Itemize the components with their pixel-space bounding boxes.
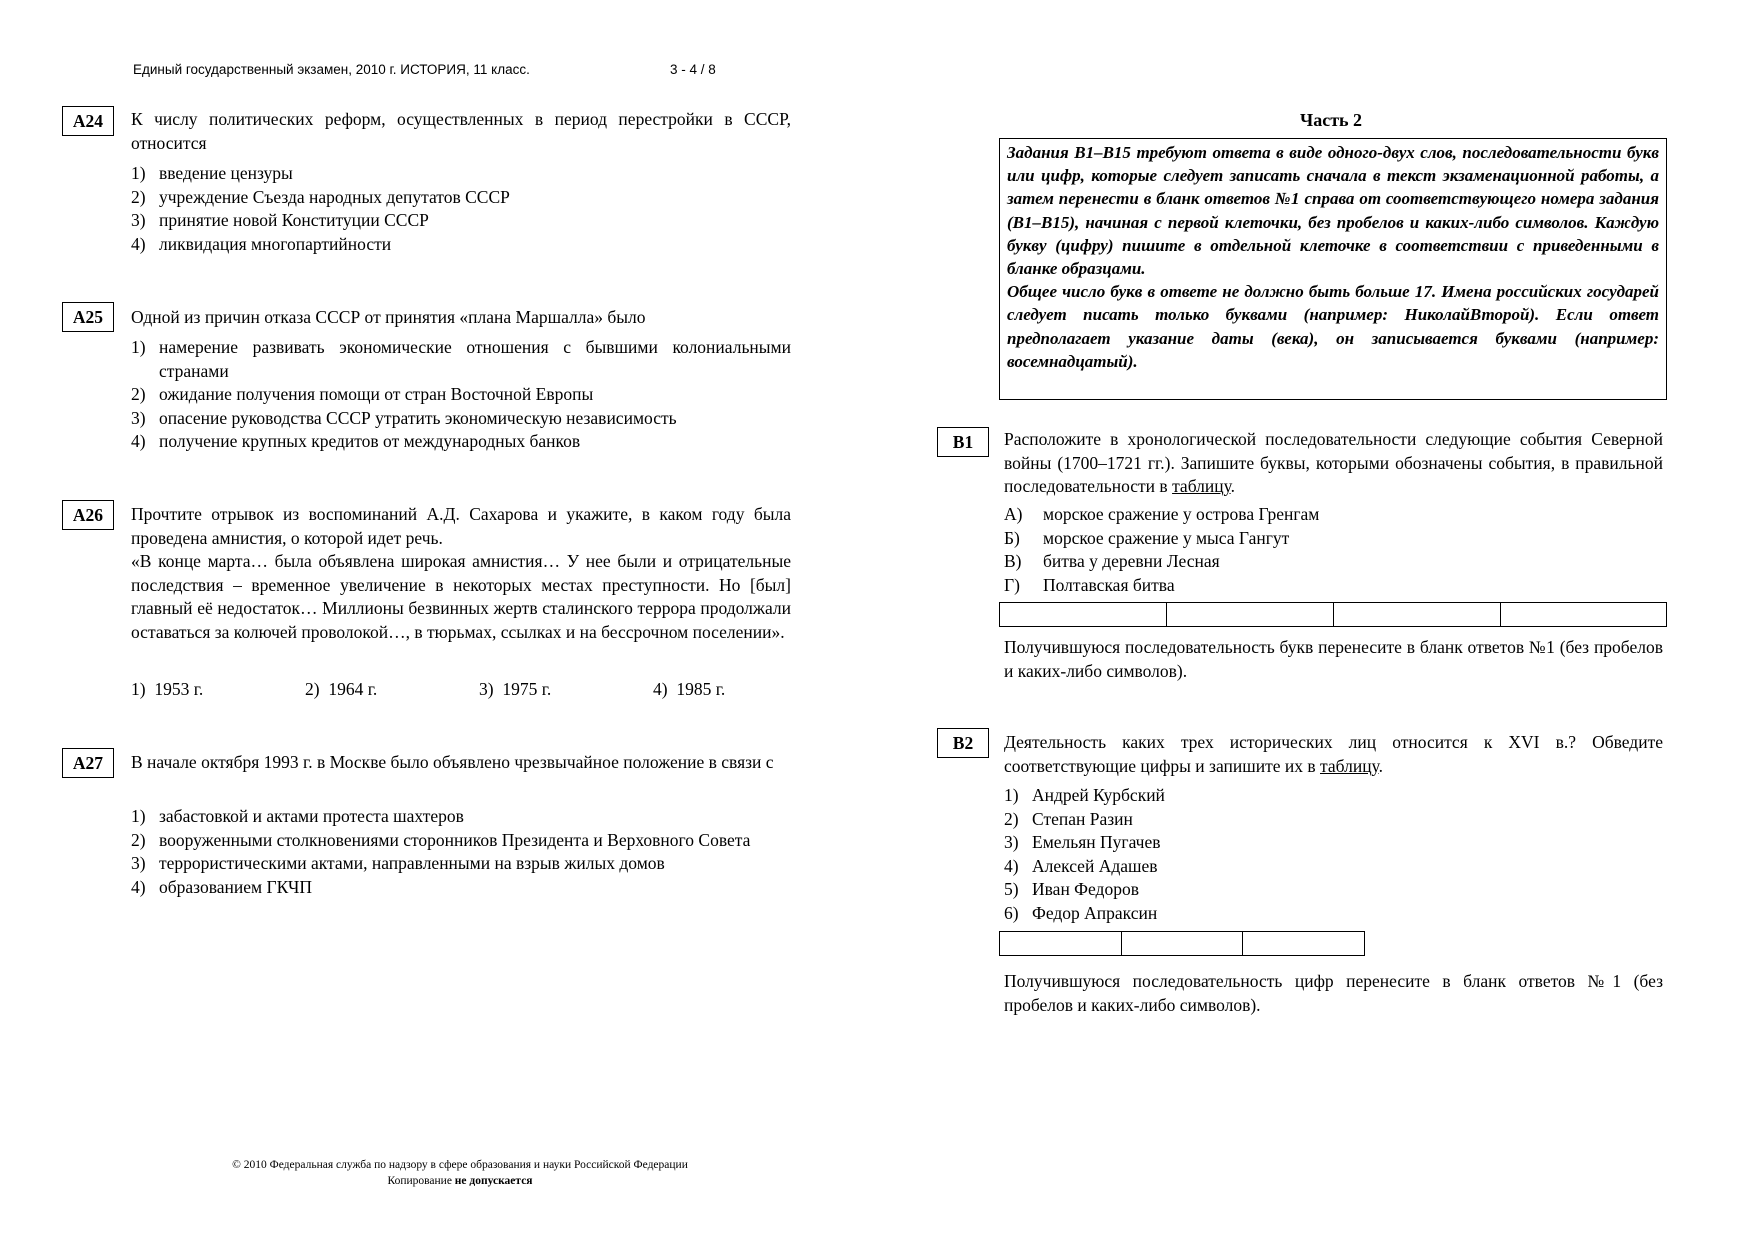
option: А) морское сражение у острова Гренгам [1004, 504, 1320, 524]
option: 3) опасение руководства СССР утратить экономическую независимость [131, 407, 677, 428]
copyright-footer [195, 1157, 725, 1189]
option: 2) 1964 г. [305, 679, 378, 699]
option: 1) Андрей Курбский [1004, 785, 1165, 805]
instructions-paragraph: Общее число букв в ответе не должно быть больше 17. Имена российских государей следует писать только буквами (например: НиколайВторой). Если ответ предполагает указание даты (века), он записывается буквами (например: восемнадцатый). [1007, 282, 1659, 371]
task-label-a27: А27 [62, 748, 114, 778]
option: 6) Федор Апраксин [1004, 902, 1158, 923]
option: В) битва у деревни Лесная [1004, 551, 1220, 571]
task-a26-quote: «В конце марта… была объявлена широкая амнистия… У нее были и отрицательные последствия – временное увеличение в некоторых местах преступности. Но [был] главный её недостаток… Миллионы безвинных жертв сталинского террора продолжали оставаться за колючей проволокой…, в тюрьмах, ссылках и на бессрочном поселении». [131, 551, 791, 642]
answer-cell[interactable] [1000, 932, 1122, 955]
table-link: таблицу [1172, 476, 1231, 496]
page-header [133, 62, 716, 77]
option: 3) принятие новой Конституции СССР [131, 210, 429, 230]
task-b2-question: Деятельность каких трех исторических лиц относится к XVI в.? Обведите соответствующие цифры и запишите их в таблицу. [1004, 732, 1663, 776]
task-a26-question: Прочтите отрывок из воспоминаний А.Д. Сахарова и укажите, в каком году была проведена амнистия, о которой идет речь. [131, 504, 791, 548]
option: 1) введение цензуры [131, 163, 293, 183]
task-a26-options [131, 679, 827, 700]
option: 4) получение крупных кредитов от международных банков [131, 431, 581, 451]
option: 2) вооруженными столкновениями сторонников Президента и Верховного Совета [131, 829, 751, 850]
option: 2) Степан Разин [1004, 808, 1133, 829]
part-title: Часть 2 [1300, 110, 1363, 130]
task-b1-options [1004, 503, 1663, 597]
option: 4) образованием ГКЧП [131, 876, 313, 897]
task-label-a26: А26 [62, 500, 114, 530]
answer-cell[interactable] [1122, 932, 1243, 955]
option: 1) 1953 г. [131, 679, 204, 699]
answer-cell[interactable] [1334, 603, 1501, 626]
task-a27-question: В начале октября 1993 г. в Москве было объявлено чрезвычайное положение в связи с [131, 752, 774, 772]
option: 3) Емельян Пугачев [1004, 832, 1161, 852]
page-number: 3 - 4 / 8 [670, 62, 716, 77]
answer-cell[interactable] [1243, 932, 1364, 955]
option: 4) ликвидация многопартийности [131, 233, 392, 254]
option: Б) морское сражение у мыса Гангут [1004, 527, 1290, 548]
instructions-paragraph: Задания В1–В15 требуют ответа в виде одного-двух слов, последовательности букв или цифр, которые следует записать сначала в текст экзаменационной работы, а затем перенести в бланк ответов №1 справа от соответствующего номера задания (В1–В15), начиная с первой клеточки, без пробелов и каких-либо символов. Каждую букву (цифру) пишите в отдельной клеточке в соответствии с приведенными в бланке образцами. [1007, 143, 1659, 279]
task-a27-options [131, 805, 791, 899]
copyright-line: © 2010 Федеральная служба по надзору в сфере образования и науки Российской Федерации [232, 1159, 688, 1171]
option: 5) Иван Федоров [1004, 879, 1139, 899]
exam-title: Единый государственный экзамен, 2010 г. ИСТОРИЯ, 11 класс. [133, 62, 530, 77]
option: 2) учреждение Съезда народных депутатов СССР [131, 186, 510, 207]
part2-instructions [999, 138, 1667, 400]
option: 1) забастовкой и актами протеста шахтеров [131, 806, 464, 826]
task-b1-note: Получившуюся последовательность букв перенесите в бланк ответов №1 (без пробелов и каких-либо символов). [1004, 637, 1663, 681]
option: 3) террористическими актами, направленными на взрыв жилых домов [131, 853, 665, 873]
option: 4) 1985 г. [653, 679, 726, 699]
option: 1) намерение развивать экономические отношения с бывшими колониальными странами [131, 337, 791, 381]
answer-cell[interactable] [1000, 603, 1167, 626]
option: 3) 1975 г. [479, 679, 552, 699]
task-a24-question: К числу политических реформ, осуществленных в период перестройки в СССР, относится [131, 109, 791, 153]
option: 4) Алексей Адашев [1004, 855, 1158, 876]
answer-cell[interactable] [1501, 603, 1666, 626]
task-a26-body [131, 503, 791, 644]
task-a25-question: Одной из причин отказа СССР от принятия «плана Маршалла» было [131, 307, 646, 327]
task-label-b1: В1 [937, 427, 989, 457]
option: Г) Полтавская битва [1004, 574, 1175, 595]
task-label-b2: В2 [937, 728, 989, 758]
answer-table-b1[interactable] [999, 602, 1667, 627]
task-b2-options [1004, 784, 1404, 925]
task-a25-options [131, 336, 791, 454]
task-b2-note: Получившуюся последовательность цифр перенесите в бланк ответов №1 (без пробелов и каких-либо символов). [1004, 971, 1663, 1015]
answer-cell[interactable] [1167, 603, 1334, 626]
task-b1-question: Расположите в хронологической последовательности следующие события Северной войны (1700–1721 гг.). Запишите буквы, которыми обозначены события, в правильной последовательности в таблицу. [1004, 429, 1663, 496]
copy-notice: Копирование не допускается [387, 1175, 533, 1187]
task-label-a25: А25 [62, 302, 114, 332]
task-label-a24: А24 [62, 106, 114, 136]
task-a24-options [131, 162, 791, 256]
table-link: таблицу [1320, 755, 1379, 776]
option: 2) ожидание получения помощи от стран Восточной Европы [131, 384, 594, 404]
answer-table-b2[interactable] [999, 931, 1365, 956]
